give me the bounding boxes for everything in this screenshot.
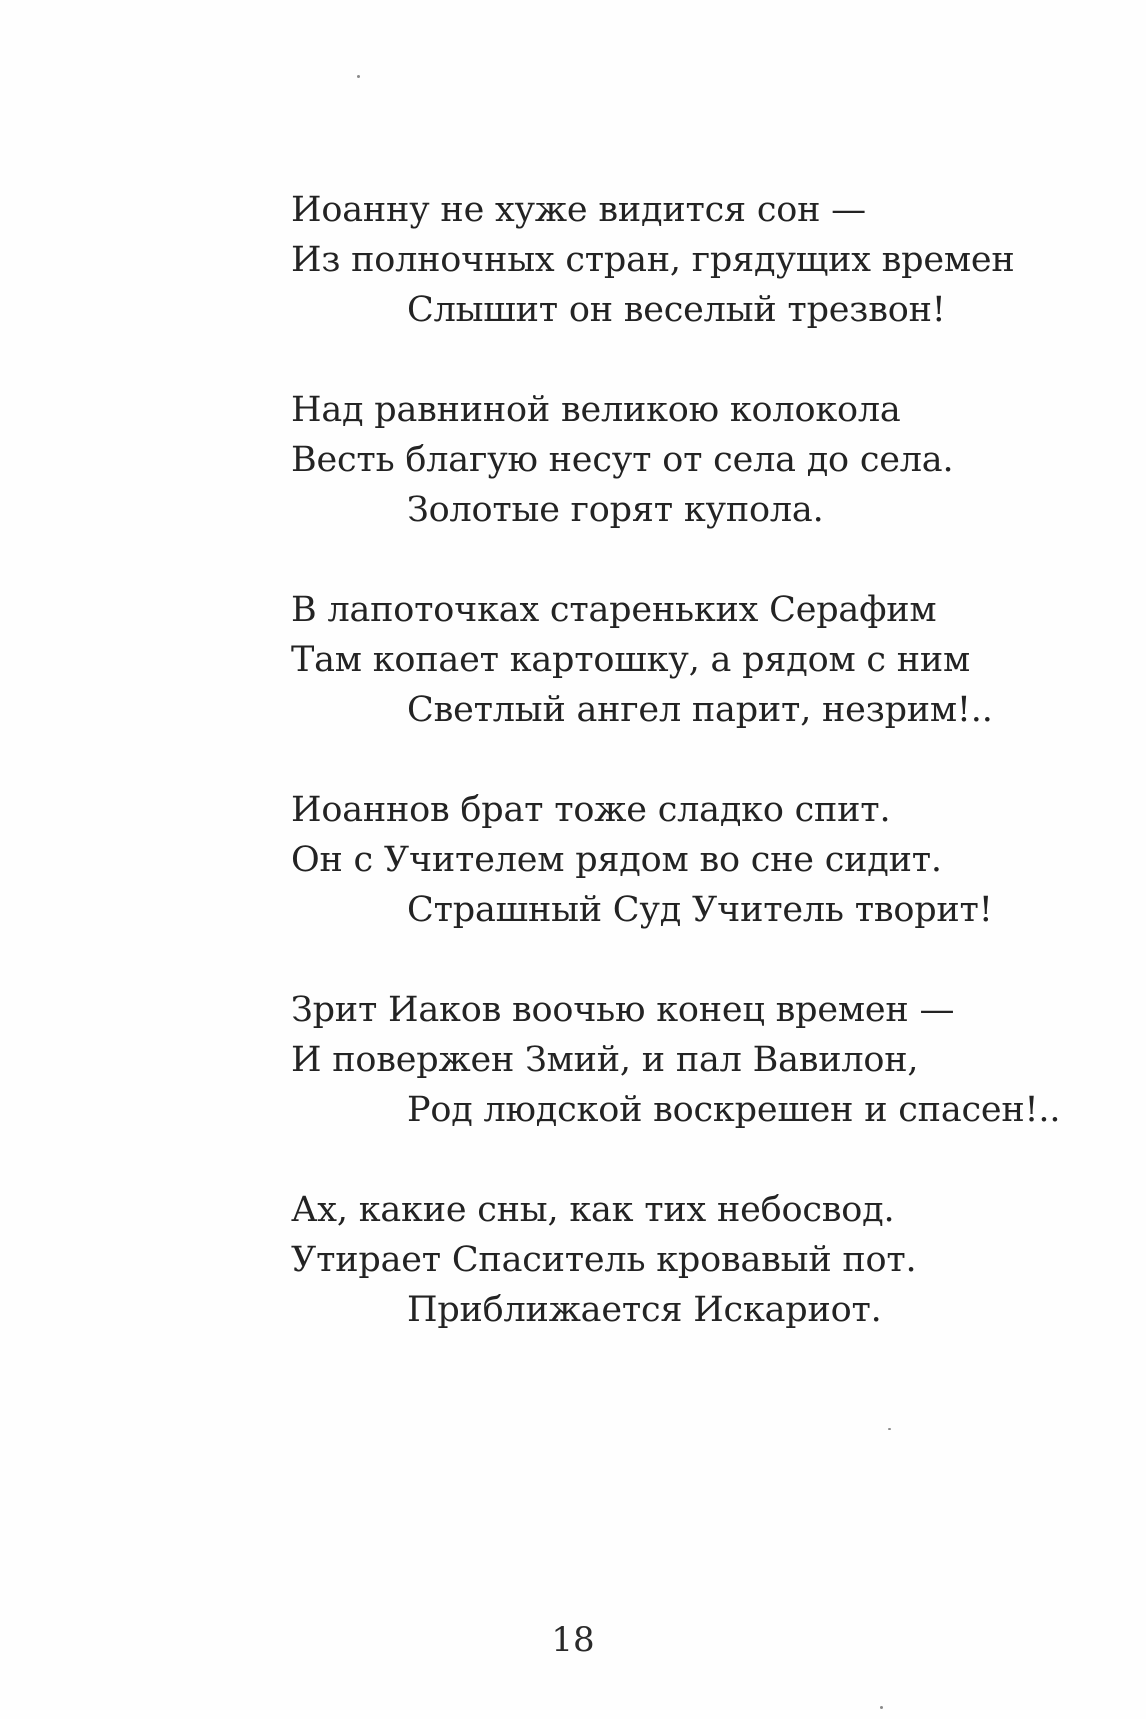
poem-line: Страшный Суд Учитель творит! <box>407 890 993 930</box>
poem-line: Из полночных стран, грядущих времен <box>291 240 1015 280</box>
poem-line: Слышит он веселый трезвон! <box>407 290 946 330</box>
poem-line: Он с Учителем рядом во сне сидит. <box>291 840 942 880</box>
stanza <box>291 585 1081 735</box>
poem-line: Иоанну не хуже видится сон — <box>291 190 866 230</box>
poem-line: И повержен Змий, и пал Вавилон, <box>291 1040 919 1080</box>
stanza <box>291 185 1081 335</box>
poem-line: Золотые горят купола. <box>407 490 824 530</box>
poem-line: Весть благую несут от села до села. <box>291 440 954 480</box>
poem-line: Светлый ангел парит, незрим!.. <box>407 690 993 730</box>
poem-line: Утирает Спаситель кровавый пот. <box>291 1240 917 1280</box>
poem-line: Род людской воскрешен и спасен!.. <box>407 1090 1061 1130</box>
poem <box>291 185 1081 1385</box>
paper-speck <box>357 75 360 78</box>
stanza <box>291 985 1081 1135</box>
poem-line: Зрит Иаков воочью конец времен — <box>291 990 955 1030</box>
stanza <box>291 385 1081 535</box>
poem-line: Иоаннов брат тоже сладко спит. <box>291 790 891 830</box>
poem-line: В лапоточках стареньких Серафим <box>291 590 937 630</box>
poem-line: Над равниной великою колокола <box>291 390 901 430</box>
paper-speck <box>880 1706 883 1709</box>
poem-line: Ах, какие сны, как тих небосвод. <box>291 1190 895 1230</box>
poem-line: Там копает картошку, а рядом с ним <box>291 640 970 680</box>
paper-speck <box>888 1428 891 1430</box>
stanza <box>291 785 1081 935</box>
stanza <box>291 1185 1081 1335</box>
page-number: 18 <box>551 1620 595 1660</box>
poem-line: Приближается Искариот. <box>407 1290 882 1330</box>
